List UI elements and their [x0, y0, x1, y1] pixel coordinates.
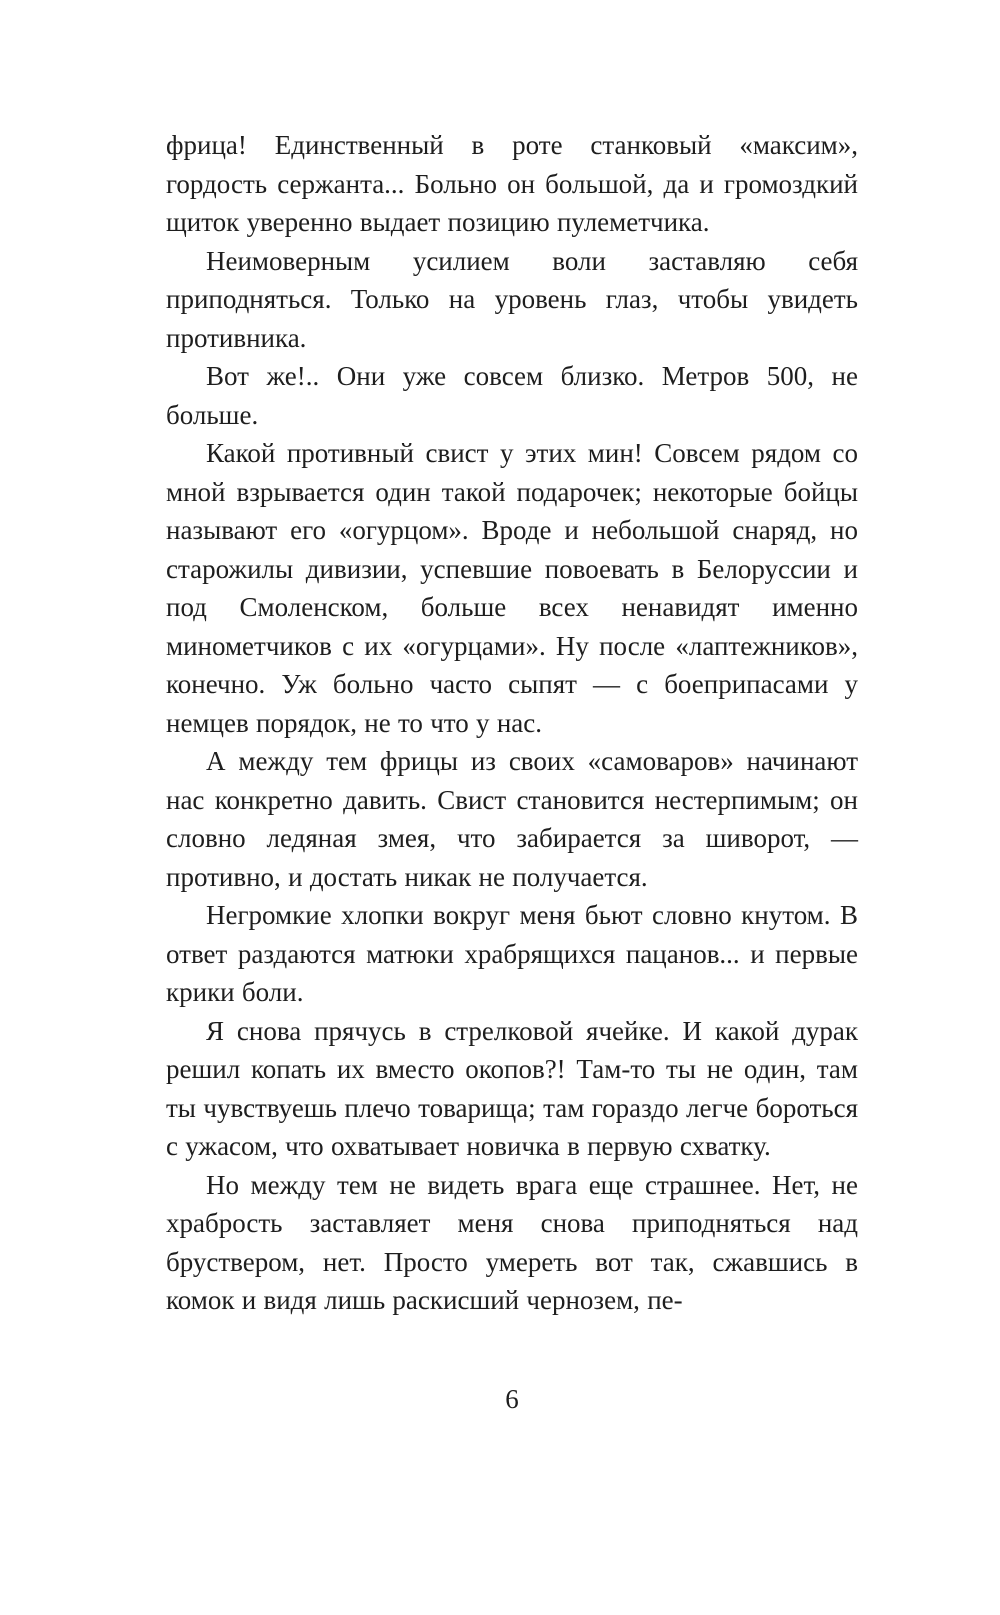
paragraph: фрица! Единственный в роте станковый «максим», гордость сержанта... Больно он большой, да и громоздкий щиток уверенно выдает позицию пулеметчика. — [166, 130, 858, 237]
paragraph: А между тем фрицы из своих «самоваров» начинают нас конкретно давить. Свист становится нестерпимым; он словно ледяная змея, что забирается за шиворот, — противно, и достать никак не получается. — [166, 746, 858, 892]
paragraph: Я снова прячусь в стрелковой ячейке. И какой дурак решил копать их вместо окопов?! Там-то ты не один, там ты чувствуешь плечо товарища; там гораздо легче бороться с ужасом, что охватывает новичка в первую схватку. — [166, 1015, 858, 1161]
paragraph: Какой противный свист у этих мин! Совсем рядом со мной взрывается один такой подарочек; некоторые бойцы называют его «огурцом». Вроде и небольшой снаряд, но старожилы дивизии, успевшие повоевать в Белоруссии и под Смоленском, больше всех ненавидят именно минометчиков с их «огурцами». Ну после «лаптежников», конечно. Уж больно часто сыпят — с боеприпасами у немцев порядок, не то что у нас. — [166, 438, 858, 738]
paragraph: Но между тем не видеть врага еще страшнее. Нет, не храбрость заставляет меня снова приподняться над бруствером, нет. Просто умереть вот так, сжавшись в комок и видя лишь раскисший чернозем, пе- — [166, 1169, 858, 1315]
text-column — [166, 126, 858, 1320]
page-number: 6 — [505, 1384, 519, 1414]
paragraph: Негромкие хлопки вокруг меня бьют словно кнутом. В ответ раздаются матюки храбрящихся пацанов... и первые крики боли. — [166, 900, 858, 1007]
paragraph: Вот же!.. Они уже совсем близко. Метров 500, не больше. — [166, 361, 858, 430]
paragraph: Неимоверным усилием воли заставляю себя приподняться. Только на уровень глаз, чтобы увидеть противника. — [166, 245, 858, 353]
